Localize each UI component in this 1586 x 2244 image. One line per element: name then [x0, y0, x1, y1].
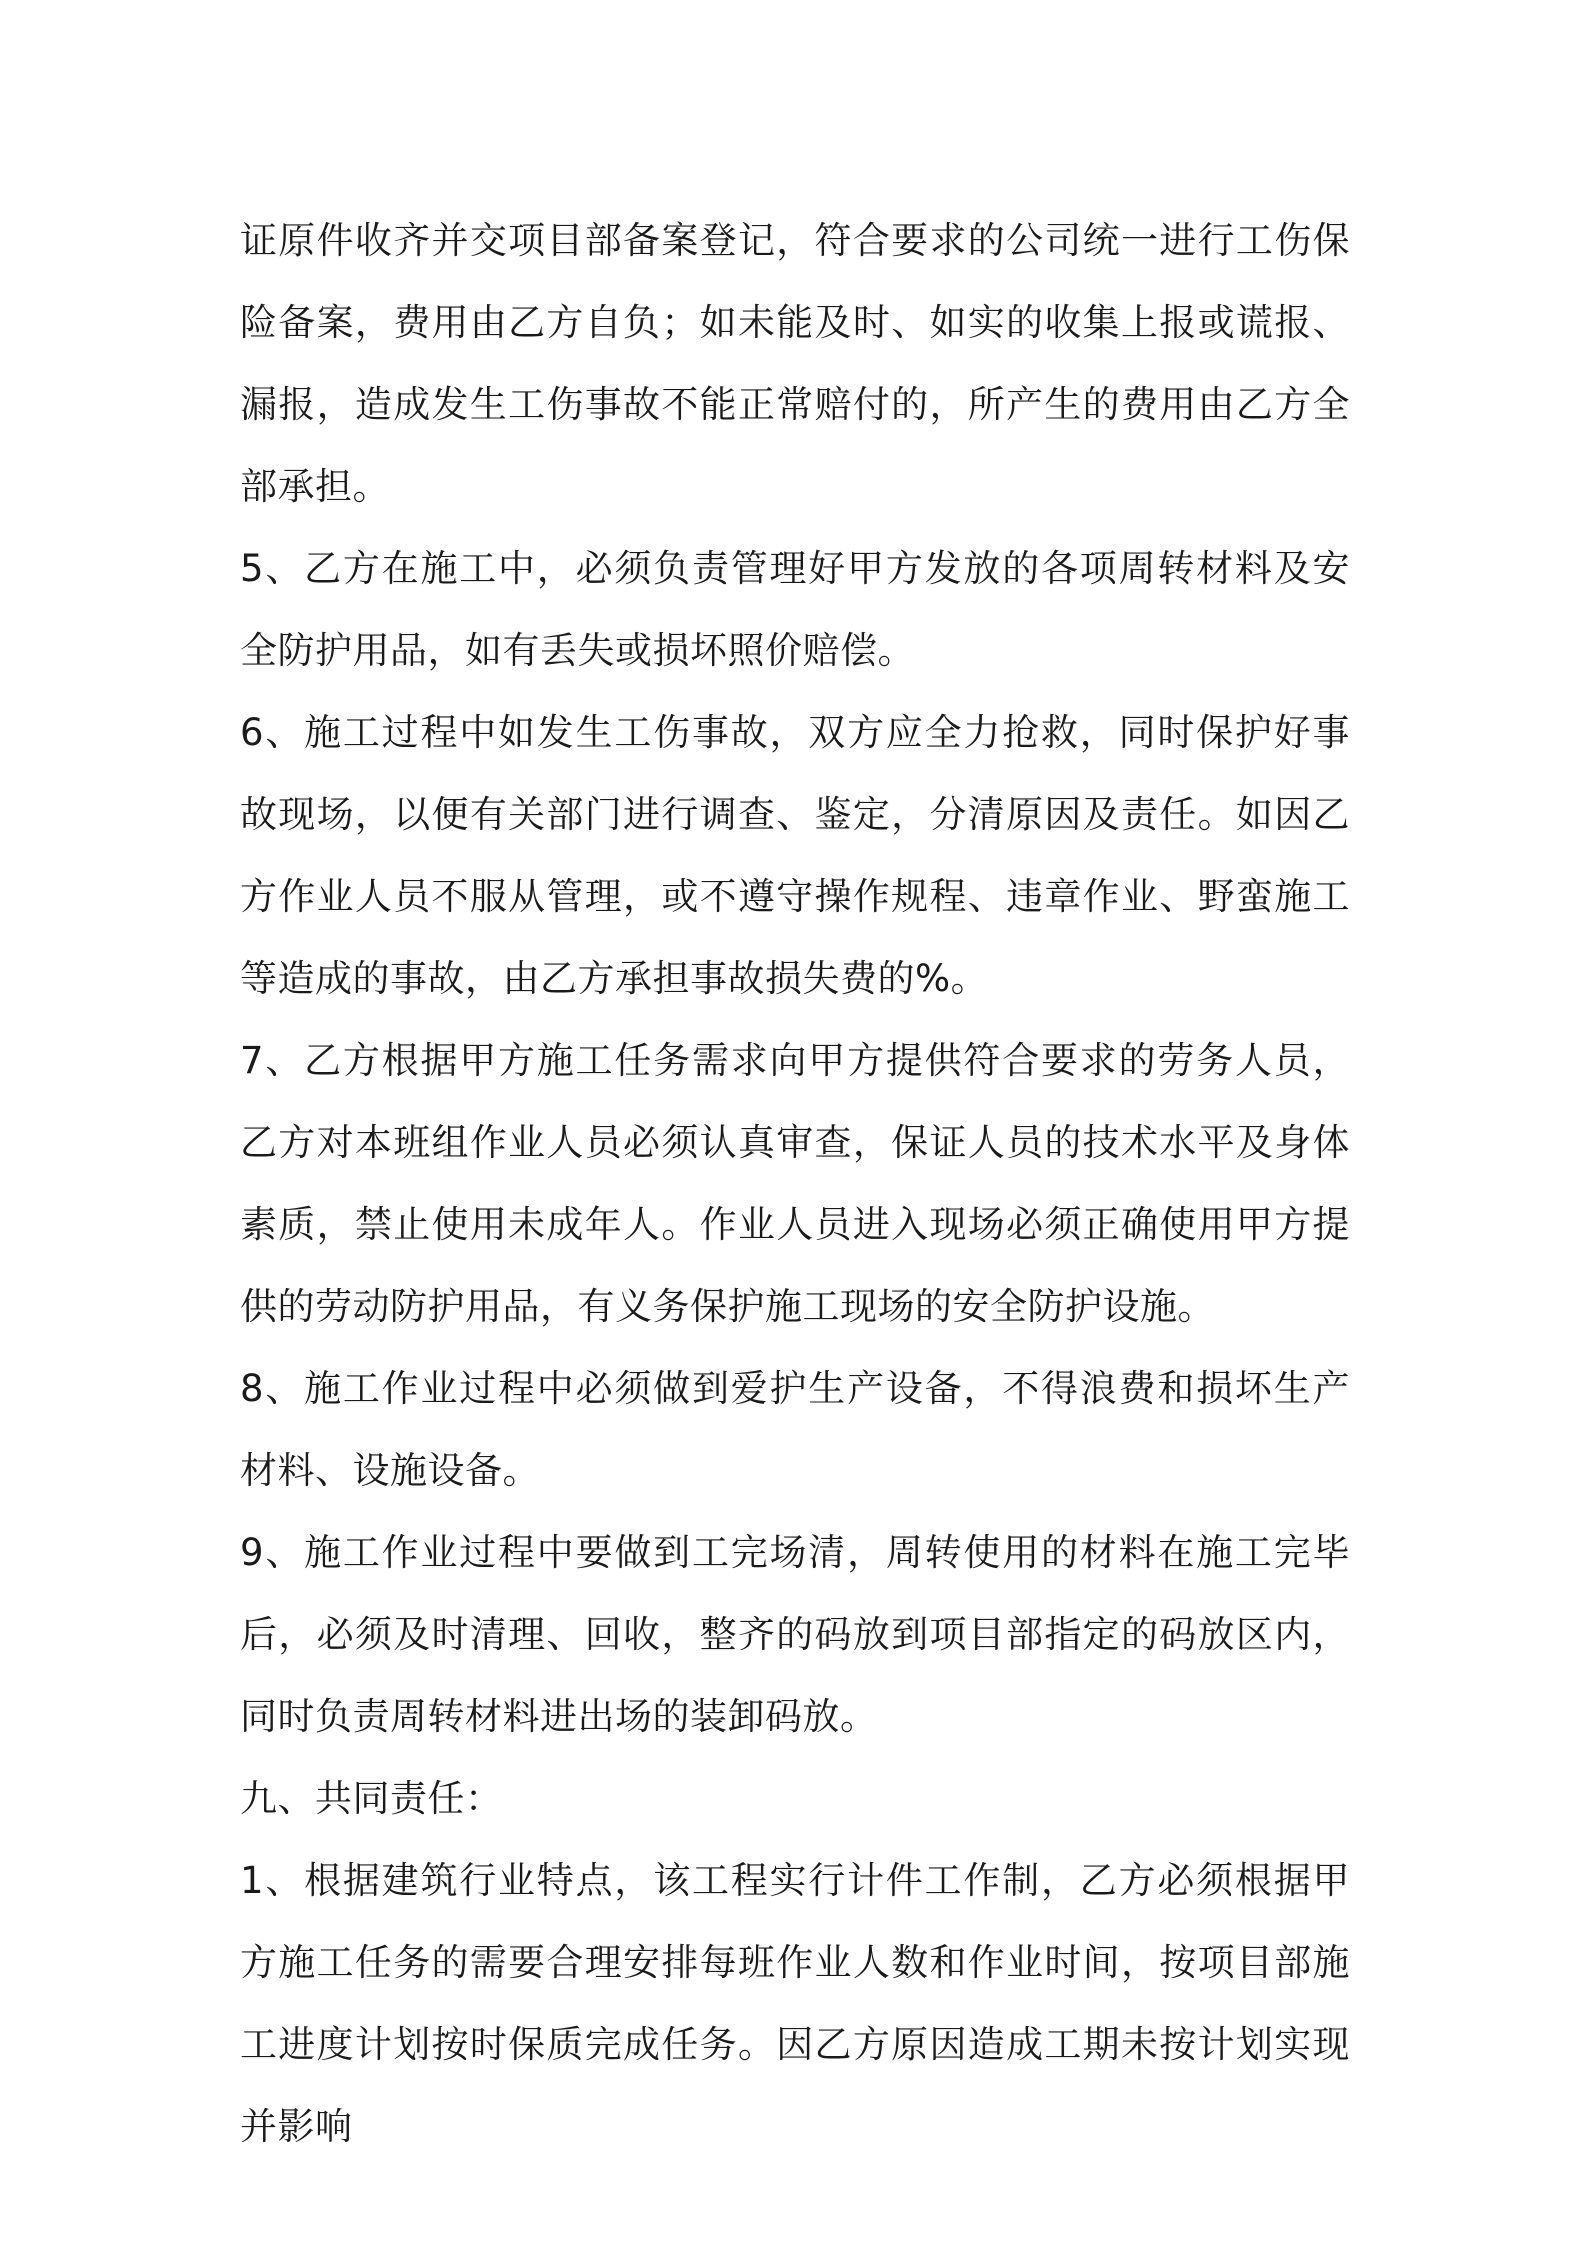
paragraph-clause-6: 6、施工过程中如发生工伤事故，双方应全力抢救，同时保护好事故现场，以便有关部门进行调查、鉴定，分清原因及责任。如因乙方作业人员不服从管理，或不遵守操作规程、违章作业、野蛮施工等造成的事故，由乙方承担事故损失费的%。 [240, 711, 1350, 1000]
paragraph-clause-5: 5、乙方在施工中，必须负责管理好甲方发放的各项周转材料及安全防护用品，如有丢失或损坏照价赔偿。 [240, 547, 1350, 672]
paragraph-clause-8: 8、施工作业过程中必须做到爱护生产设备，不得浪费和损坏生产材料、设施设备。 [240, 1367, 1350, 1492]
paragraph-continuation: 证原件收齐并交项目部备案登记，符合要求的公司统一进行工伤保险备案，费用由乙方自负；如未能及时、如实的收集上报或谎报、漏报，造成发生工伤事故不能正常赔付的，所产生的费用由乙方全部承担。 [240, 219, 1350, 508]
paragraph-clause-9: 9、施工作业过程中要做到工完场清，周转使用的材料在施工完毕后，必须及时清理、回收，整齐的码放到项目部指定的码放区内，同时负责周转材料进出场的装卸码放。 [240, 1531, 1350, 1738]
paragraph-clause-7: 7、乙方根据甲方施工任务需求向甲方提供符合要求的劳务人员，乙方对本班组作业人员必须认真审查，保证人员的技术水平及身体素质，禁止使用未成年人。作业人员进入现场必须正确使用甲方提供的劳动防护用品，有义务保护施工现场的安全防护设施。 [240, 1039, 1350, 1328]
section-heading-9: 九、共同责任： [240, 1777, 503, 1820]
paragraph-section-9-clause-1: 1、根据建筑行业特点，该工程实行计件工作制，乙方必须根据甲方施工任务的需要合理安排每班作业人数和作业时间，按项目部施工进度计划按时保质完成任务。因乙方原因造成工期未按计划实现并影响 [240, 1859, 1350, 2148]
document-body [240, 200, 1350, 2168]
